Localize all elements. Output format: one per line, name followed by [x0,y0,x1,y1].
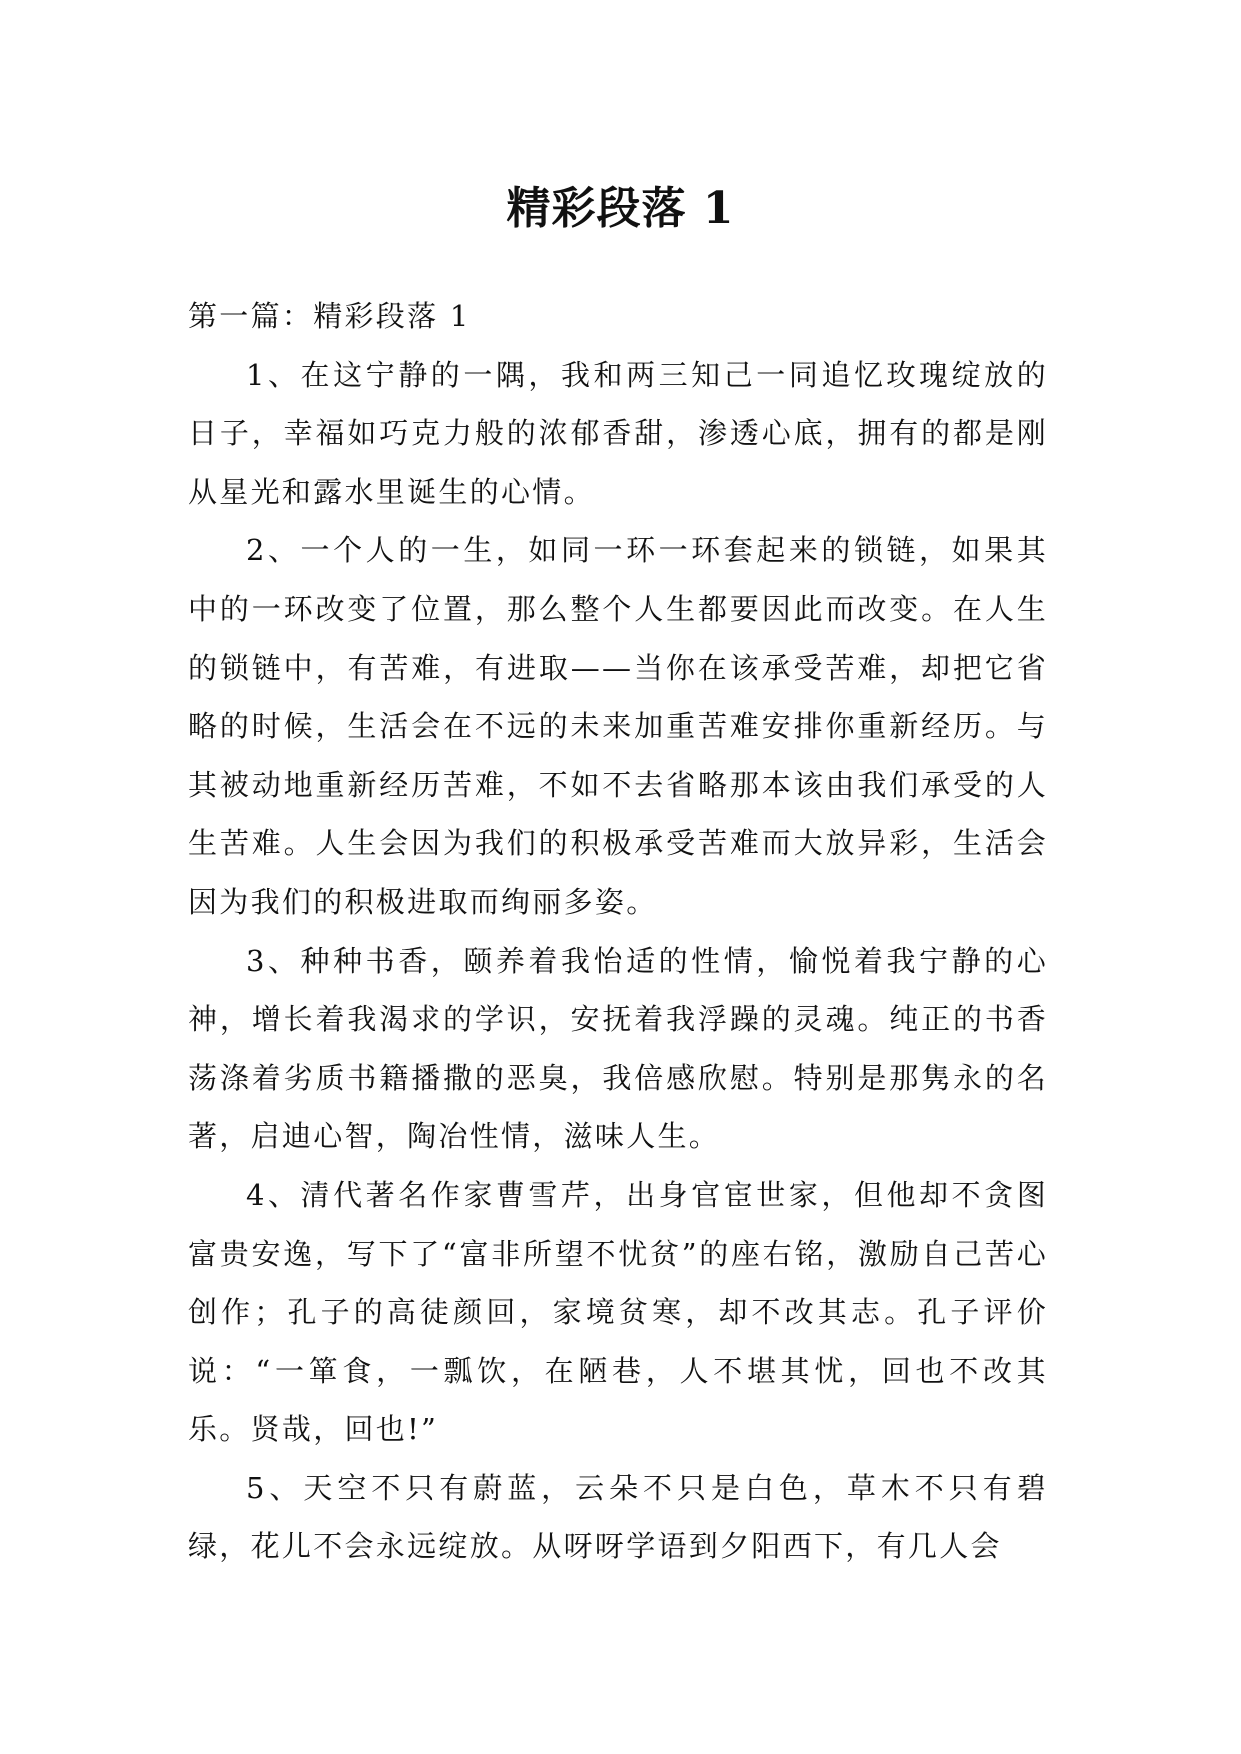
paragraph-3: 3、种种书香，颐养着我怡适的性情，愉悦着我宁静的心神，增长着我渴求的学识，安抚着我浮躁的灵魂。纯正的书香荡涤着劣质书籍播撒的恶臭，我倍感欣慰。特别是那隽永的名著，启迪心智，陶冶性情，滋味人生。 [188,943,1048,1154]
paragraph-2: 2、一个人的一生，如同一环一环套起来的锁链，如果其中的一环改变了位置，那么整个人生都要因此而改变。在人生的锁链中，有苦难，有进取——当你在该承受苦难，却把它省略的时候，生活会在不远的未来加重苦难安排你重新经历。与其被动地重新经历苦难，不如不去省略那本该由我们承受的人生苦难。人生会因为我们的积极承受苦难而大放异彩，生活会因为我们的积极进取而绚丽多姿。 [188,533,1048,919]
document-body [188,287,1048,1576]
paragraph-4: 4、清代著名作家曹雪芹，出身官宦世家，但他却不贪图富贵安逸，写下了“富非所望不忧贫”的座右铭，激励自己苦心创作；孔子的高徒颜回，家境贫寒，却不改其志。孔子评价说：“一箪食，一瓢饮，在陋巷，人不堪其忧，回也不改其乐。贤哉，回也!” [188,1177,1048,1447]
paragraph-1: 1、在这宁静的一隅，我和两三知己一同追忆玫瑰绽放的日子，幸福如巧克力般的浓郁香甜，渗透心底，拥有的都是刚从星光和露水里诞生的心情。 [188,357,1048,509]
paragraph-5: 5、天空不只有蔚蓝，云朵不只是白色，草木不只有碧绿，花儿不会永远绽放。从呀呀学语到夕阳西下，有几人会 [188,1470,1048,1564]
section-heading: 第一篇：精彩段落 1 [188,299,471,333]
document-title: 精彩段落 1 [506,183,735,235]
